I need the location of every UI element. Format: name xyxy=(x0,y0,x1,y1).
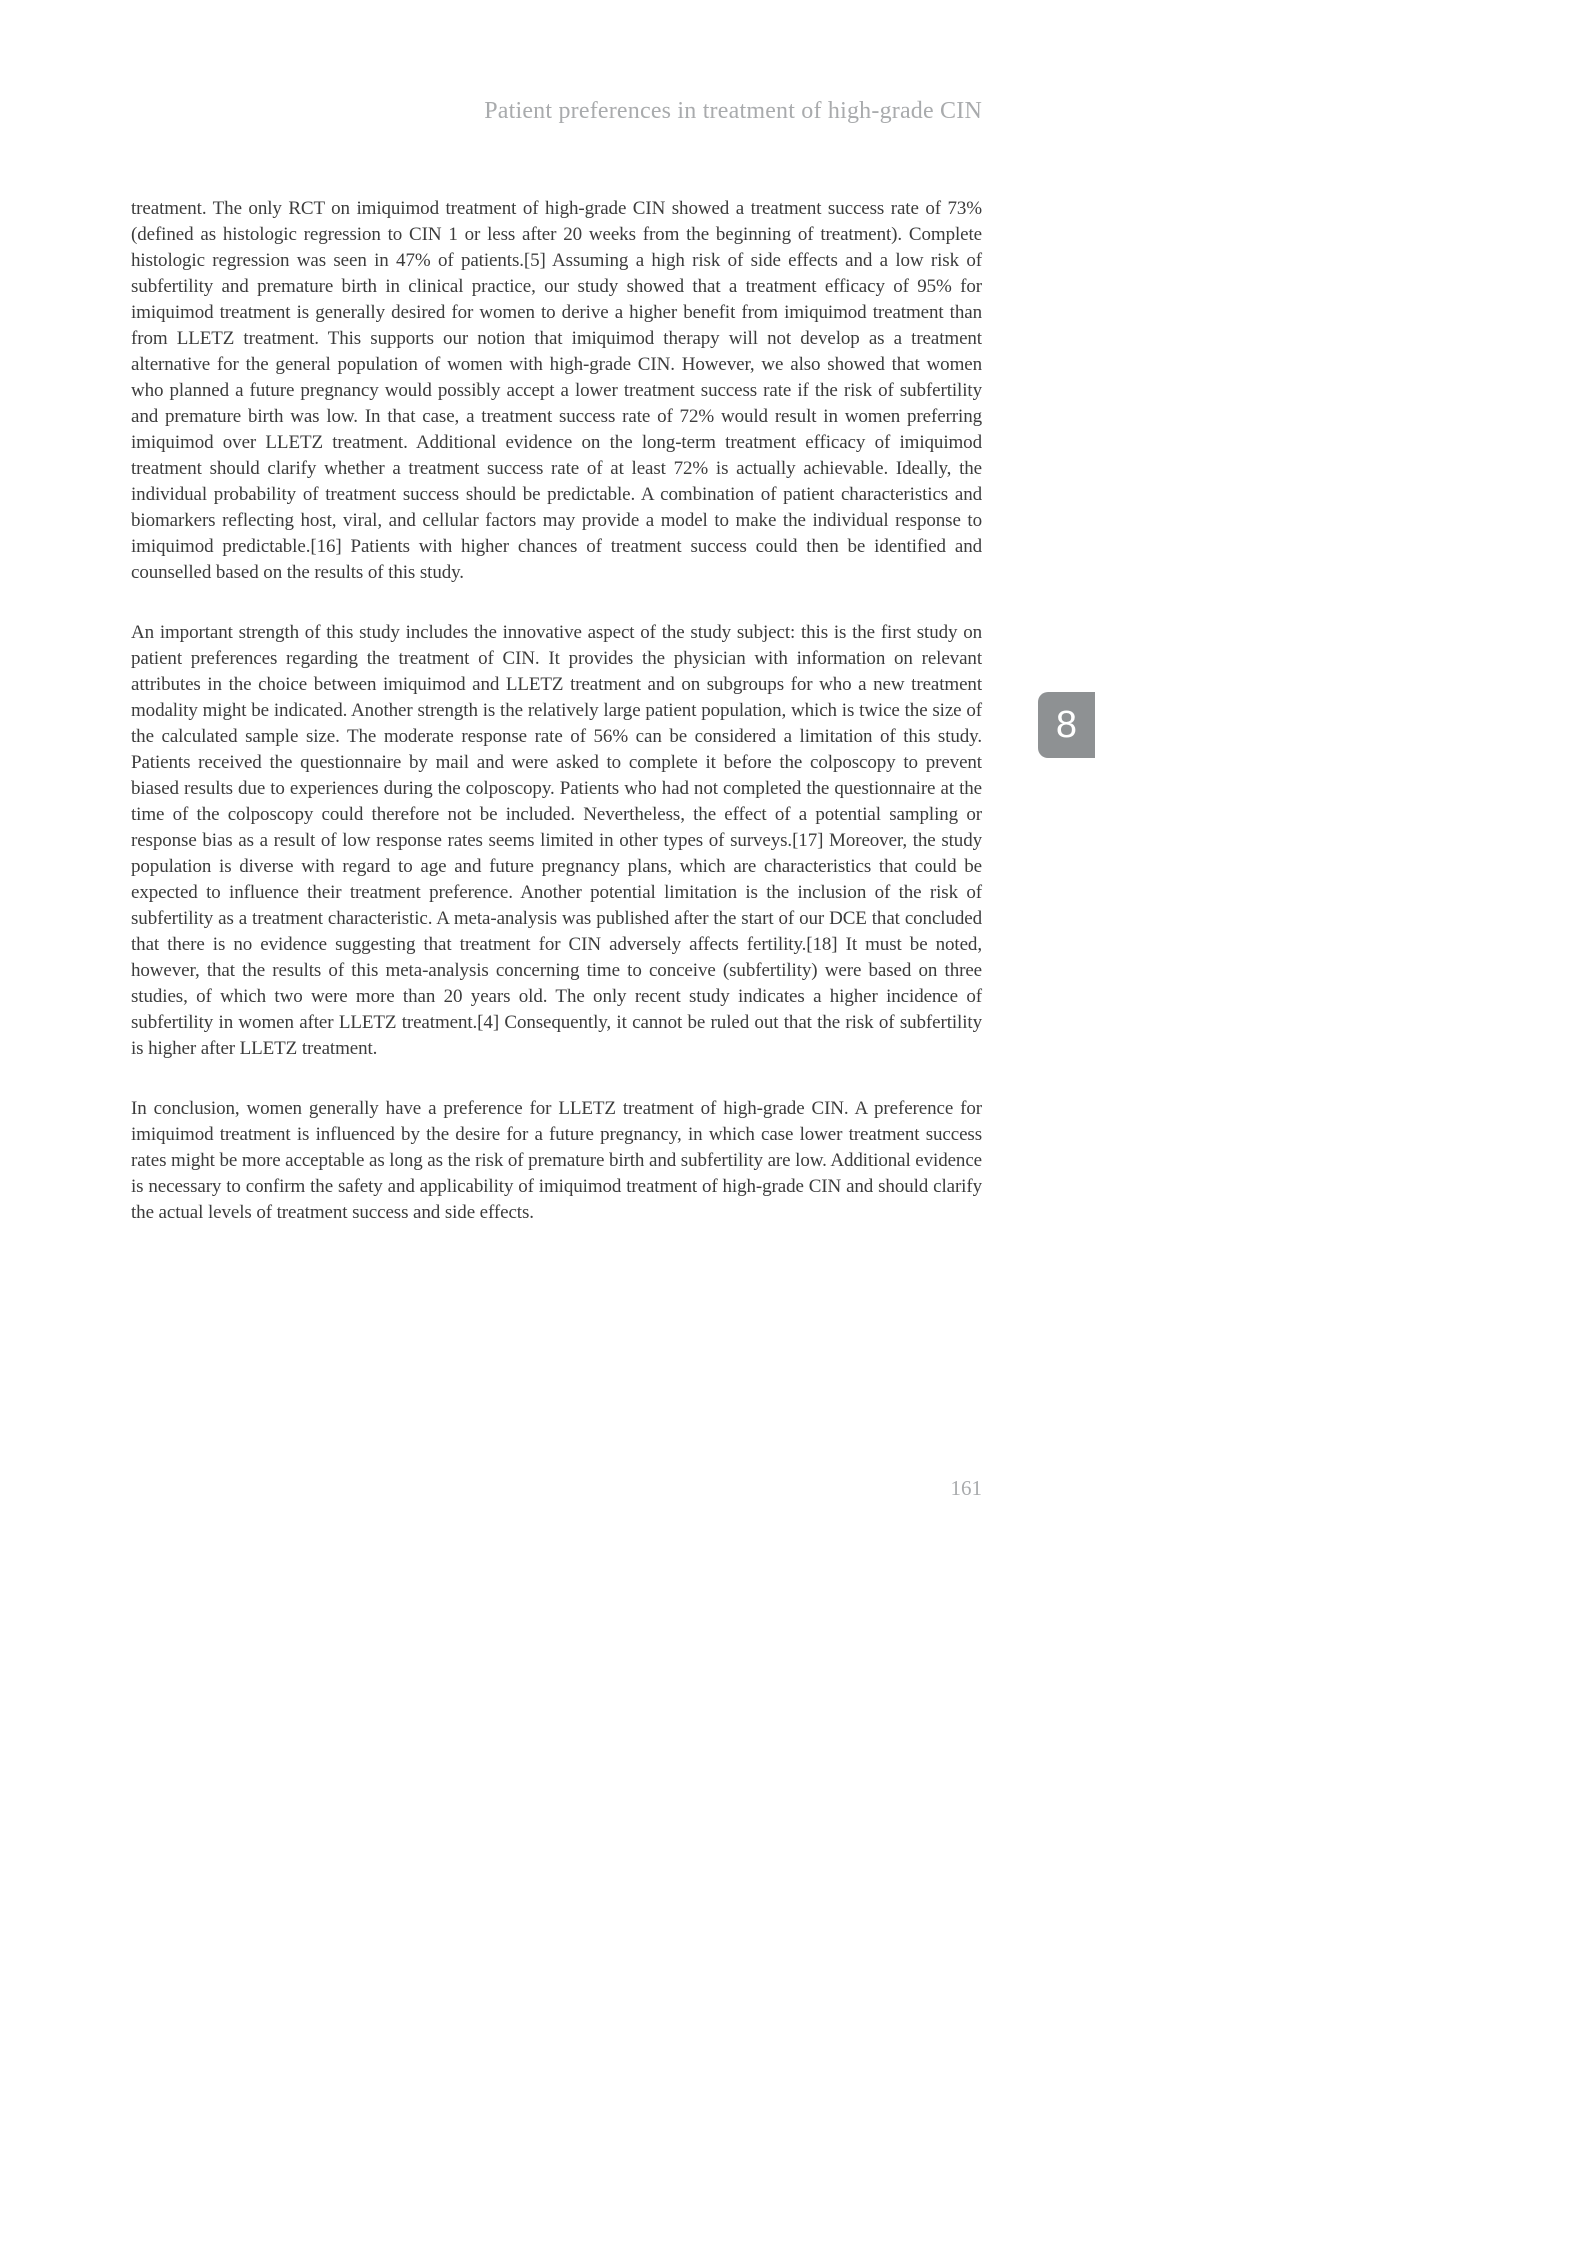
paragraph-strengths-limitations: An important strength of this study includes the innovative aspect of the study subject: this is the first study on patient preferences regarding the treatment of CIN. It provides the physician with information on relevant attributes in the choice between imiquimod and LLETZ treatment and on subgroups for who a new treatment modality might be indicated. Another strength is the relatively large patient population, which is twice the size of the calculated sample size. The moderate response rate of 56% can be considered a limitation of this study. Patients received the questionnaire by mail and were asked to complete it before the colposcopy to prevent biased results due to experiences during the colposcopy. Patients who had not completed the questionnaire at the time of the colposcopy could therefore not be included. Nevertheless, the effect of a potential sampling or response bias as a result of low response rates seems limited in other types of surveys.[17] Moreover, the study population is diverse with regard to age and future pregnancy plans, which are characteristics that could be expected to influence their treatment preference. Another potential limitation is the inclusion of the risk of subfertility as a treatment characteristic. A meta-analysis was published after the start of our DCE that concluded that there is no evidence suggesting that treatment for CIN adversely affects fertility.[18] It must be noted, however, that the results of this meta-analysis concerning time to conceive (subfertility) were based on three studies, of which two were more than 20 years old. The only recent study indicates a higher incidence of subfertility in women after LLETZ treatment.[4] Consequently, it cannot be ruled out that the risk of subfertility is higher after LLETZ treatment. xyxy=(131,622,982,1059)
running-head: Patient preferences in treatment of high-grade CIN xyxy=(484,98,982,124)
page-number: 161 xyxy=(950,1476,982,1500)
chapter-tab xyxy=(1038,692,1095,758)
chapter-tab-number: 8 xyxy=(1055,703,1078,746)
paragraph-conclusion: In conclusion, women generally have a preference for LLETZ treatment of high-grade CIN. A preference for imiquimod treatment is influenced by the desire for a future pregnancy, in which case lower treatment success rates might be more acceptable as long as the risk of premature birth and subfertility are low. Additional evidence is necessary to confirm the safety and applicability of imiquimod treatment of high-grade CIN and should clarify the actual levels of treatment success and side effects. xyxy=(131,1098,982,1223)
paragraph-discussion-1: treatment. The only RCT on imiquimod treatment of high-grade CIN showed a treatment success rate of 73% (defined as histologic regression to CIN 1 or less after 20 weeks from the beginning of treatment). Complete histologic regression was seen in 47% of patients.[5] Assuming a high risk of side effects and a low risk of subfertility and premature birth in clinical practice, our study showed that a treatment efficacy of 95% for imiquimod treatment is generally desired for women to derive a higher benefit from imiquimod treatment than from LLETZ treatment. This supports our notion that imiquimod therapy will not develop as a treatment alternative for the general population of women with high-grade CIN. However, we also showed that women who planned a future pregnancy would possibly accept a lower treatment success rate if the risk of subfertility and premature birth was low. In that case, a treatment success rate of 72% would result in women preferring imiquimod over LLETZ treatment. Additional evidence on the long-term treatment efficacy of imiquimod treatment should clarify whether a treatment success rate of at least 72% is actually achievable. Ideally, the individual probability of treatment success should be predictable. A combination of patient characteristics and biomarkers reflecting host, viral, and cellular factors may provide a model to make the individual response to imiquimod predictable.[16] Patients with higher chances of treatment success could then be identified and counselled based on the results of this study. xyxy=(131,198,982,583)
body-text xyxy=(131,196,982,1226)
